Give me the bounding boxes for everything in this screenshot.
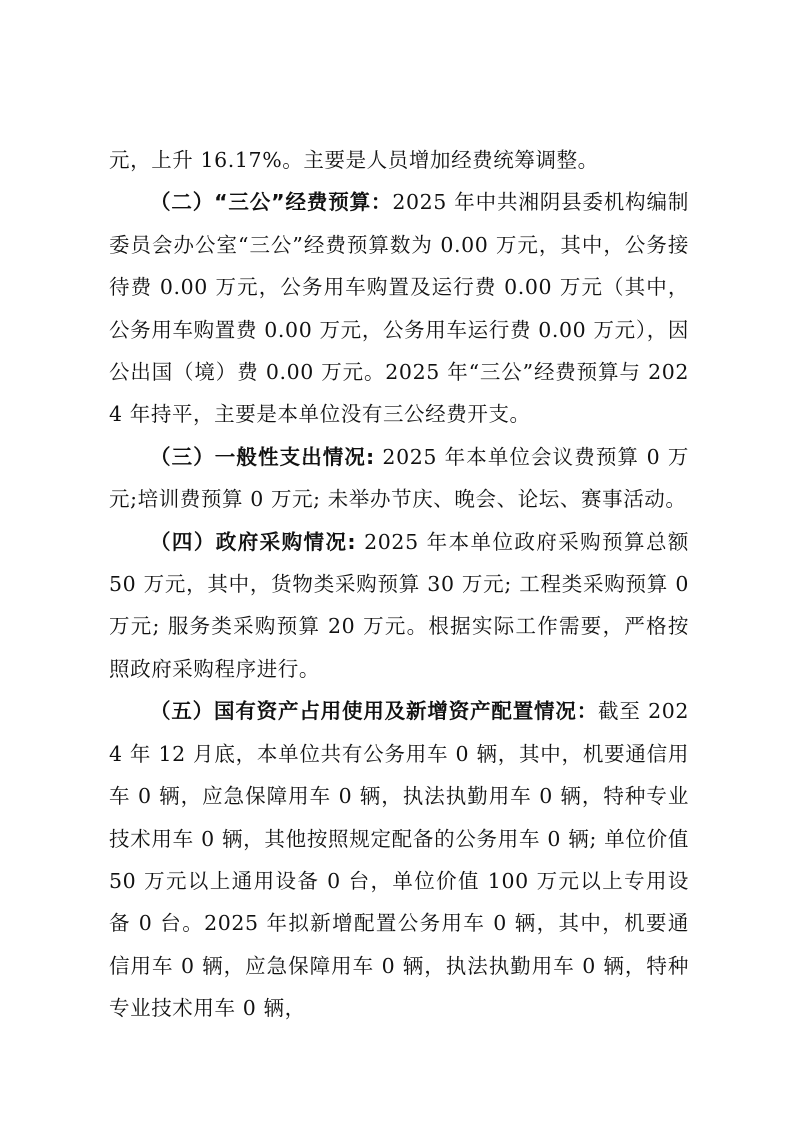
section-heading: （五）国有资产占用使用及新增资产配置情况： bbox=[150, 699, 599, 724]
paragraph-general-expenditure bbox=[109, 436, 689, 521]
paragraph-state-assets bbox=[109, 690, 689, 1029]
paragraph-text: 2025 年本单位会议费预算 0 万元;培训费预算 0 万元; 未举办节庆、晚会、论坛、赛事活动。 bbox=[109, 444, 689, 512]
paragraph-text: 元，上升 16.17%。主要是人员增加经费统筹调整。 bbox=[109, 148, 599, 172]
paragraph-text: 2025 年本单位政府采购预算总额 50 万元，其中，货物类采购预算 30 万元; 工程类采购预算 0 万元; 服务类采购预算 20 万元。根据实际工作需要，严格按照政府采购程序进行。 bbox=[109, 529, 689, 681]
paragraph-continuation bbox=[109, 139, 689, 181]
section-heading: （三）一般性支出情况: bbox=[150, 444, 375, 469]
paragraph-text: 截至 2024 年 12 月底，本单位共有公务用车 0 辆，其中，机要通信用车 0 辆，应急保障用车 0 辆，执法执勤用车 0 辆，特种专业技术用车 0 辆，其他按照规定配备的公务用车 0 辆; 单位价值 50 万元以上通用设备 0 台，单位价值 100 万元以上专用设备 0 台。2025 年拟新增配置公务用车 0 辆，其中，机要通信用车 0 辆，应急保障用车 0 辆，执法执勤用车 0 辆，特种专业技术用车 0 辆， bbox=[109, 699, 689, 1021]
paragraph-three-public-budget bbox=[109, 181, 689, 435]
paragraph-government-procurement bbox=[109, 521, 689, 691]
section-heading: （四）政府采购情况: bbox=[150, 529, 357, 554]
section-heading: （二）“三公”经费预算： bbox=[150, 190, 393, 215]
document-body bbox=[109, 139, 689, 1030]
paragraph-text: 2025 年中共湘阴县委机构编制委员会办公室“三公”经费预算数为 0.00 万元，其中，公务接待费 0.00 万元，公务用车购置及运行费 0.00 万元（其中，公务用车购置费 0.00 万元，公务用车运行费 0.00 万元），因公出国（境）费 0.00 万元。2025 年“三公”经费预算与 2024 年持平，主要是本单位没有三公经费开支。 bbox=[109, 190, 689, 427]
